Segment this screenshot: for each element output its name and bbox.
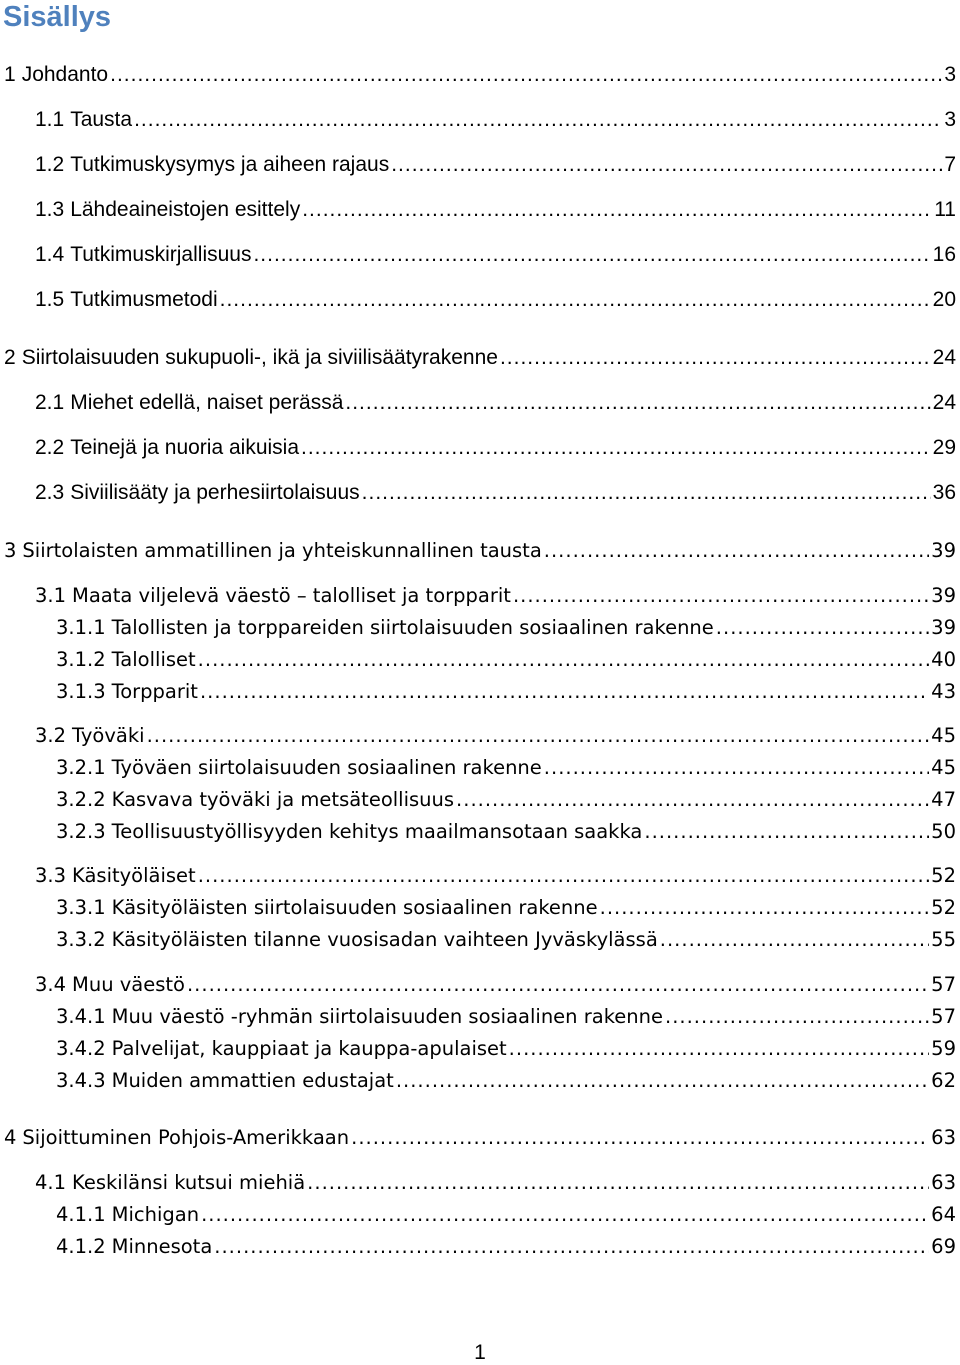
toc-entry[interactable] [35, 153, 956, 177]
toc-entry[interactable] [35, 288, 956, 312]
toc-entry[interactable] [4, 63, 956, 87]
toc-entry-page: 63 [931, 1126, 956, 1149]
toc-entry-page: 57 [931, 973, 956, 996]
toc-dot-leader [362, 481, 931, 505]
toc-entry-title: Käsityöläisten tilanne vuosisadan vaihteen Jyväskylässä [111, 928, 658, 951]
toc-entry-page: 7 [944, 153, 956, 176]
toc-entry-number: 3.2 [35, 724, 67, 747]
toc-entry-number: 3.1.1 [56, 616, 106, 639]
toc-entry[interactable] [35, 864, 956, 887]
toc-entry-number: 3.2.1 [56, 756, 106, 779]
toc-entry-page: 69 [931, 1235, 956, 1258]
toc-entry-title: Muu väestö -ryhmän siirtolaisuuden sosiaalinen rakenne [111, 1005, 664, 1028]
toc-entry[interactable] [35, 198, 956, 222]
toc-entry-number: 3.1.3 [56, 680, 106, 703]
toc-entry-page: 24 [932, 391, 956, 414]
toc-dot-leader [660, 928, 929, 951]
toc-entry-page: 16 [932, 243, 956, 266]
toc-entry-number: 1.2 [35, 153, 65, 176]
toc-entry-title: Sijoittuminen Pohjois-Amerikkaan [22, 1126, 350, 1149]
toc-dot-leader [302, 198, 932, 222]
toc-entry[interactable] [35, 436, 956, 460]
toc-entry-number: 2.3 [35, 481, 65, 504]
toc-entry[interactable] [56, 648, 956, 671]
toc-entry[interactable] [4, 1126, 956, 1149]
page-number: 1 [474, 1341, 486, 1364]
toc-dot-leader [351, 1126, 929, 1149]
toc-entry[interactable] [56, 788, 956, 811]
toc-entry-number: 3.4.1 [56, 1005, 106, 1028]
toc-dot-leader [200, 680, 929, 703]
toc-entry-page: 39 [931, 539, 956, 562]
toc-entry-number: 3.1.2 [56, 648, 106, 671]
toc-dot-leader [391, 153, 942, 177]
toc-dot-leader [396, 1069, 929, 1092]
toc-entry-page: 11 [934, 198, 956, 221]
toc-entry-title: Siirtolaisten ammatillinen ja yhteiskunnallinen tausta [22, 539, 542, 562]
toc-dot-leader [600, 896, 930, 919]
toc-entry-page: 24 [932, 346, 956, 369]
toc-entry[interactable] [56, 616, 956, 639]
toc-entry-number: 1.4 [35, 243, 65, 266]
toc-entry[interactable] [4, 346, 956, 370]
toc-dot-leader [253, 243, 930, 267]
toc-entry-page: 52 [931, 896, 956, 919]
toc-dot-leader [665, 1005, 929, 1028]
toc-entry-number: 3.3.1 [56, 896, 106, 919]
toc-entry-number: 3.4.3 [56, 1069, 106, 1092]
toc-dot-leader [644, 820, 929, 843]
toc-entry-title: Palvelijat, kauppiaat ja kauppa-apulaiset [111, 1037, 507, 1060]
toc-entry-number: 3 [4, 539, 17, 562]
toc-entry-number: 2.2 [35, 436, 65, 459]
toc-dot-leader [198, 648, 930, 671]
toc-entry-title: Tausta [70, 108, 133, 131]
toc-entry-page: 29 [932, 436, 956, 459]
toc-entry-number: 2 [4, 346, 16, 369]
toc-dot-leader [544, 539, 929, 562]
toc-entry-title: Minnesota [111, 1235, 213, 1258]
toc-entry-number: 3.3.2 [56, 928, 106, 951]
toc-entry-title: Teinejä ja nuoria aikuisia [70, 436, 300, 459]
toc-entry-number: 3.2.3 [56, 820, 106, 843]
toc-entry-title: Muiden ammattien edustajat [111, 1069, 394, 1092]
toc-entry-title: Teollisuustyöllisyyden kehitys maailmansotaan saakka [111, 820, 643, 843]
toc-entry-page: 47 [931, 788, 956, 811]
toc-entry-page: 64 [931, 1203, 956, 1226]
toc-entry-number: 3.4 [35, 973, 67, 996]
toc-entry-number: 2.1 [35, 391, 65, 414]
toc-dot-leader [198, 864, 929, 887]
toc-entry-title: Keskilänsi kutsui miehiä [72, 1171, 306, 1194]
toc-entry-page: 3 [944, 108, 956, 131]
toc-entry-title: Talolliset [111, 648, 196, 671]
toc-dot-leader [307, 1171, 929, 1194]
page-title: Sisällys [3, 1, 112, 33]
toc-entry[interactable] [56, 1235, 956, 1258]
toc-entry[interactable] [56, 756, 956, 779]
toc-entry-number: 1 [4, 63, 16, 86]
toc-entry[interactable] [35, 108, 956, 132]
toc-entry[interactable] [35, 481, 956, 505]
toc-entry-page: 43 [931, 680, 956, 703]
toc-entry-page: 52 [931, 864, 956, 887]
toc-entry-title: Torpparit [111, 680, 198, 703]
toc-entry[interactable] [35, 243, 956, 267]
toc-entry[interactable] [56, 928, 956, 951]
toc-entry-page: 45 [931, 756, 956, 779]
toc-entry[interactable] [56, 680, 956, 703]
toc-entry-title: Siviilisääty ja perhesiirtolaisuus [70, 481, 360, 504]
toc-entry-page: 39 [931, 584, 956, 607]
toc-entry-page: 36 [932, 481, 956, 504]
toc-dot-leader [110, 63, 942, 87]
toc-entry-title: Käsityöläiset [72, 864, 196, 887]
toc-entry-number: 1.1 [35, 108, 65, 131]
toc-dot-leader [134, 108, 942, 132]
toc-dot-leader [214, 1235, 929, 1258]
toc-entry-number: 4.1 [35, 1171, 67, 1194]
toc-entry-number: 4.1.1 [56, 1203, 106, 1226]
toc-dot-leader [147, 724, 930, 747]
toc-entry[interactable] [35, 973, 956, 996]
toc-entry-title: Talollisten ja torppareiden siirtolaisuuden sosiaalinen rakenne [111, 616, 714, 639]
toc-entry[interactable] [56, 896, 956, 919]
toc-entry-title: Työväen siirtolaisuuden sosiaalinen rakenne [111, 756, 542, 779]
toc-entry[interactable] [35, 724, 956, 747]
toc-entry-number: 4.1.2 [56, 1235, 106, 1258]
toc-entry-title: Miehet edellä, naiset perässä [70, 391, 344, 414]
toc-entry-number: 3.3 [35, 864, 67, 887]
toc-dot-leader [187, 973, 929, 996]
toc-entry-page: 63 [931, 1171, 956, 1194]
toc-entry-number: 3.1 [35, 584, 67, 607]
toc-entry-title: Kasvava työväki ja metsäteollisuus [111, 788, 455, 811]
toc-dot-leader [716, 616, 929, 639]
toc-entry-page: 57 [931, 1005, 956, 1028]
toc-dot-leader [456, 788, 929, 811]
toc-entry-page: 59 [931, 1037, 956, 1060]
toc-entry-number: 4 [4, 1126, 17, 1149]
toc-entry-number: 3.4.2 [56, 1037, 106, 1060]
toc-entry[interactable] [35, 1171, 956, 1194]
toc-entry-title: Siirtolaisuuden sukupuoli-, ikä ja siviilisäätyrakenne [21, 346, 498, 369]
toc-entry-title: Johdanto [21, 63, 109, 86]
toc-entry-title: Käsityöläisten siirtolaisuuden sosiaalinen rakenne [111, 896, 598, 919]
toc-entry-page: 39 [931, 616, 956, 639]
toc-entry-title: Työväki [72, 724, 145, 747]
toc-entry-page: 55 [931, 928, 956, 951]
toc-dot-leader [509, 1037, 930, 1060]
toc-entry[interactable] [56, 820, 956, 843]
toc-entry-title: Tutkimuskirjallisuus [70, 243, 252, 266]
toc-entry-page: 45 [931, 724, 956, 747]
toc-entry-page: 40 [931, 648, 956, 671]
toc-entry[interactable] [56, 1037, 956, 1060]
toc-dot-leader [301, 436, 931, 460]
toc-dot-leader [345, 391, 930, 415]
toc-entry-page: 50 [931, 820, 956, 843]
toc-entry-title: Tutkimusmetodi [70, 288, 218, 311]
toc-entry[interactable] [56, 1069, 956, 1092]
toc-entry[interactable] [4, 539, 956, 562]
toc-entry-title: Michigan [111, 1203, 200, 1226]
toc-dot-leader [201, 1203, 929, 1226]
toc-entry-title: Lähdeaineistojen esittely [70, 198, 301, 221]
toc-entry-title: Tutkimuskysymys ja aiheen rajaus [70, 153, 390, 176]
toc-entry-page: 3 [944, 63, 956, 86]
toc-entry[interactable] [35, 391, 956, 415]
toc-dot-leader [500, 346, 931, 370]
toc-dot-leader [513, 584, 929, 607]
toc-entry-title: Muu väestö [72, 973, 185, 996]
toc-entry-page: 20 [932, 288, 956, 311]
toc-entry-page: 62 [931, 1069, 956, 1092]
toc-entry-title: Maata viljelevä väestö – talolliset ja torpparit [72, 584, 511, 607]
toc-entry-number: 1.5 [35, 288, 65, 311]
toc-dot-leader [544, 756, 929, 779]
toc-entry-number: 3.2.2 [56, 788, 106, 811]
toc-dot-leader [220, 288, 931, 312]
toc-entry[interactable] [35, 584, 956, 607]
toc-entry[interactable] [56, 1005, 956, 1028]
toc-entry-number: 1.3 [35, 198, 65, 221]
toc-entry[interactable] [56, 1203, 956, 1226]
